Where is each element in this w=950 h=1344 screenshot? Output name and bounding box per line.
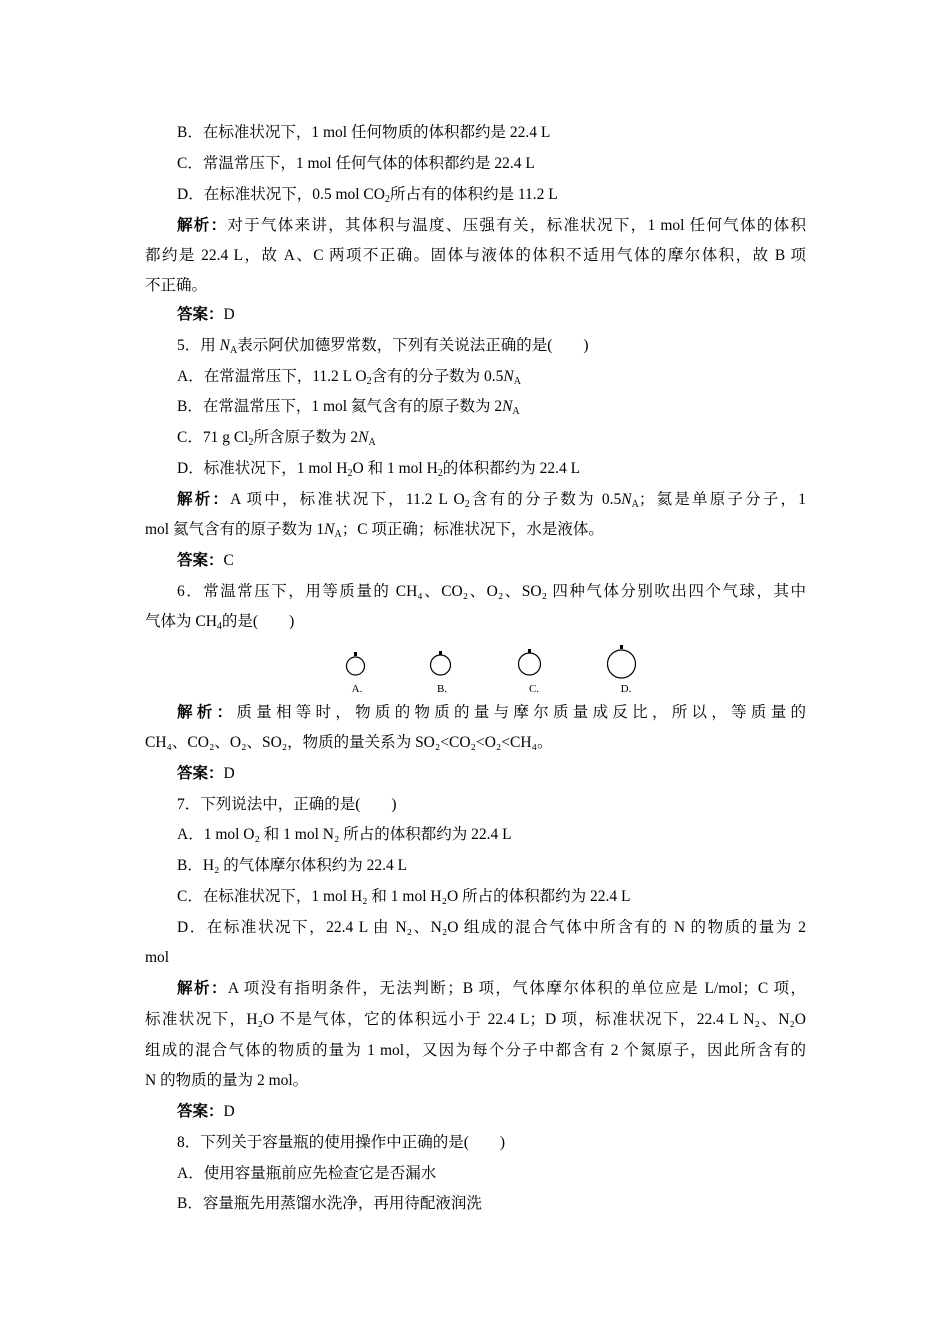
balloon-a-label: A. — [351, 683, 363, 695]
answer-label: 答案： — [177, 552, 224, 569]
balloon-c — [519, 649, 541, 695]
balloon-b-label: B. — [436, 683, 448, 695]
q5-option-d: D．标准状况下，1 mol $H_2O$ 和 1 mol $H_2$的体积都约为 22.4 L — [177, 460, 581, 479]
q5-option-b: B．在常温常压下，1 mol 氦气含有的原子数为 $2N_A$ — [177, 398, 520, 417]
q5-option-c: C．71 g $Cl_2$所含原子数为 $2N_A$ — [177, 429, 376, 448]
q4-option-d: D．在标准状况下，0.5 mol $CO_2$所占有的体积约是 11.2 L — [177, 186, 558, 205]
q7-option-c: C．在标准状况下，1 mol H₂ 和 1 mol H₂O 所占的体积都约为 22.4 L — [177, 888, 631, 905]
q7-option-d-line2: mol — [145, 949, 170, 966]
q7-explanation-line1: 解析：A 项没有指明条件，无法判断；B 项，气体摩尔体积的单位应是 L/mol；C 项， — [177, 980, 806, 997]
q5-stem: 5．用 $N_A$表示阿伏加德罗常数，下列有关说法正确的是( ) — [177, 337, 589, 356]
q5-answer: 答案：C — [177, 552, 234, 569]
q6-answer: 答案：D — [177, 765, 235, 782]
explanation-label: 解析： — [177, 491, 231, 508]
explanation-label: 解析： — [177, 704, 237, 721]
explanation-label: 解析： — [177, 980, 228, 997]
q6-explanation-line1: 解析：质量相等时，物质的物质的量与摩尔质量成反比，所以，等质量的 — [177, 704, 806, 721]
q4-option-c: C．常温常压下，1 mol 任何气体的体积都约是 22.4 L — [177, 155, 535, 172]
balloon-d-label: D. — [620, 683, 632, 695]
q7-explanation-line4: N 的物质的量为 2 mol。 — [145, 1072, 309, 1089]
balloon-c-label: C. — [528, 683, 540, 695]
q4-explanation-line3: 不正确。 — [145, 277, 208, 294]
explanation-label: 解析： — [177, 217, 228, 234]
answer-label: 答案： — [177, 306, 224, 323]
q6-explanation-line2: CH₄、CO₂、O₂、SO₂，物质的量关系为 SO₂<CO₂<O₂<CH₄。 — [145, 734, 553, 751]
balloon-figure — [330, 644, 650, 700]
q7-option-b: B．H₂ 的气体摩尔体积约为 22.4 L — [177, 857, 408, 874]
q4-explanation-line1: 解析：对于气体来讲，其体积与温度、压强有关，标准状况下，1 mol 任何气体的体积 — [177, 217, 806, 234]
q7-stem: 7．下列说法中，正确的是( ) — [177, 796, 397, 813]
q5-option-a: A．在常温常压下，11.2 L $O_2$含有的分子数为 $0.5N_A$ — [177, 368, 521, 387]
q5-explanation-line1: 解析：A 项中，标准状况下，11.2 L $O_2$含有的分子数为 $0.5N_A$；氦是单原子分子，1 — [177, 491, 806, 510]
q4-option-b: B．在标准状况下，1 mol 任何物质的体积都约是 22.4 L — [177, 124, 551, 141]
q7-answer: 答案：D — [177, 1103, 235, 1120]
q7-option-d-line1: D．在标准状况下，22.4 L 由 N₂、N₂O 组成的混合气体中所含有的 N 的物质的量为 2 — [177, 919, 806, 936]
balloon-a — [347, 652, 365, 695]
q8-option-b: B．容量瓶先用蒸馏水洗净，再用待配液润洗 — [177, 1195, 482, 1212]
q8-stem: 8．下列关于容量瓶的使用操作中正确的是( ) — [177, 1134, 506, 1151]
answer-label: 答案： — [177, 1103, 224, 1120]
q6-stem-line1: 6．常温常压下，用等质量的 CH₄、CO₂、O₂、SO₂ 四种气体分别吹出四个气球，其中 — [177, 583, 806, 600]
q5-explanation-line2: mol 氦气含有的原子数为 $1N_A$；C 项正确；标准状况下，水是液体。 — [145, 521, 604, 540]
q7-explanation-line3: 组成的混合气体的物质的量为 1 mol，又因为每个分子中都含有 2 个氮原子，因此所含有的 — [145, 1042, 806, 1059]
q7-explanation-line2: 标准状况下，H₂O 不是气体，它的体积远小于 22.4 L；D 项，标准状况下，22.4 L N₂、N₂O — [145, 1011, 806, 1028]
q4-answer: 答案：D — [177, 306, 235, 323]
balloon-b — [431, 651, 451, 695]
q6-stem-line2: 气体为 $CH_4$的是( ) — [145, 613, 295, 632]
answer-label: 答案： — [177, 765, 224, 782]
balloon-d — [608, 645, 636, 695]
q7-option-a: A．1 mol O₂ 和 1 mol N₂ 所占的体积都约为 22.4 L — [177, 826, 512, 843]
q8-option-a: A．使用容量瓶前应先检查它是否漏水 — [177, 1165, 437, 1182]
q4-explanation-line2: 都约是 22.4 L，故 A、C 两项不正确。固体与液体的体积不适用气体的摩尔体积，故 B 项 — [145, 247, 806, 264]
